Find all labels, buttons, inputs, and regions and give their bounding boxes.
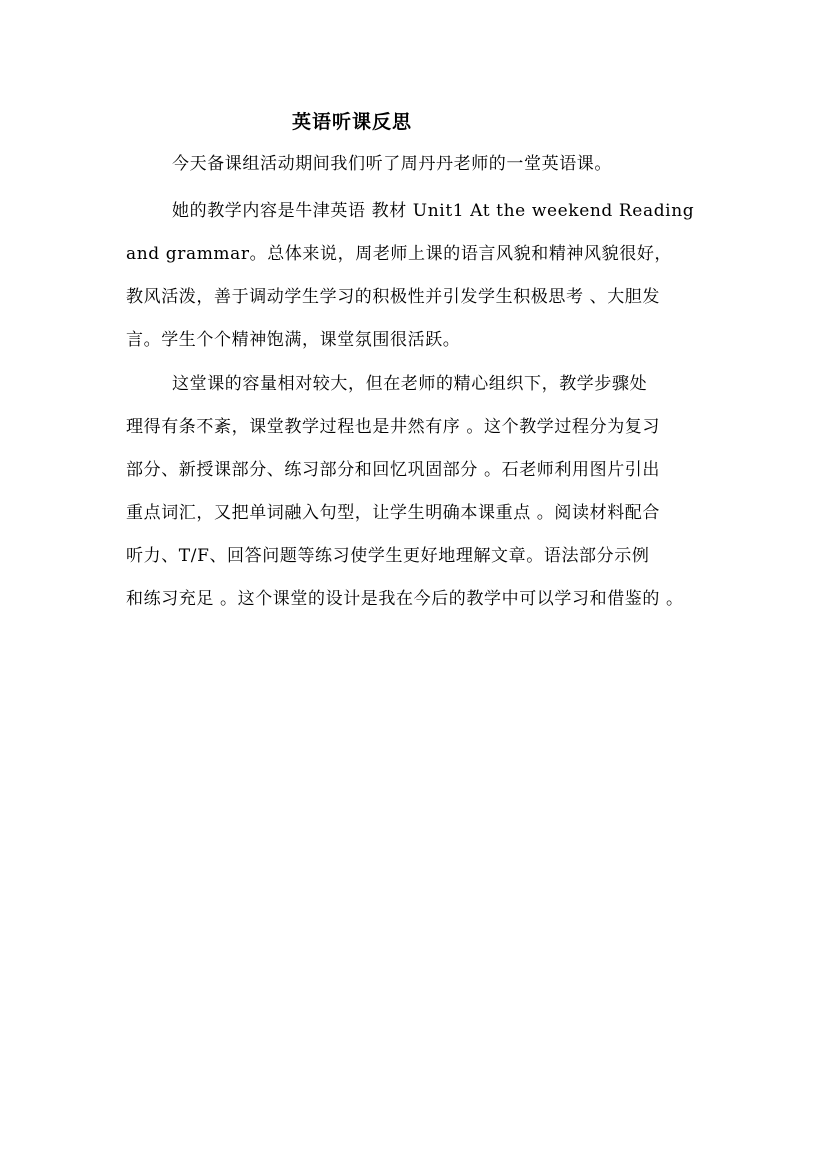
- paragraph-line: 今天备课组活动期间我们听了周丹丹老师的一堂英语课。: [172, 154, 612, 174]
- paragraph-line: and grammar。总体来说，周老师上课的语言风貌和精神风貌很好，: [126, 244, 673, 264]
- paragraph-line: 部分、新授课部分、练习部分和回忆巩固部分 。石老师利用图片引出: [126, 460, 661, 480]
- paragraph-line: 听力、T/F、回答问题等练习使学生更好地理解文章。语法部分示例: [126, 546, 650, 566]
- paragraph-line: 她的教学内容是牛津英语 教材 Unit1 At the weekend Reading: [172, 201, 695, 221]
- document-title: 英语听课反思: [292, 111, 413, 133]
- paragraph-line: 理得有条不紊，课堂教学过程也是井然有序 。这个教学过程分为复习: [126, 417, 661, 437]
- paragraph-line: 重点词汇，又把单词融入句型，让学生明确本课重点 。阅读材料配合: [126, 503, 661, 523]
- paragraph-line: 教风活泼，善于调动学生学习的积极性并引发学生积极思考 、大胆发: [126, 287, 661, 307]
- paragraph-line: 和练习充足 。这个课堂的设计是我在今后的教学中可以学习和借鉴的 。: [126, 589, 684, 609]
- paragraph-line: 言。学生个个精神饱满，课堂氛围很活跃。: [126, 330, 461, 350]
- paragraph-line: 这堂课的容量相对较大，但在老师的精心组织下，教学步骤处: [172, 374, 648, 394]
